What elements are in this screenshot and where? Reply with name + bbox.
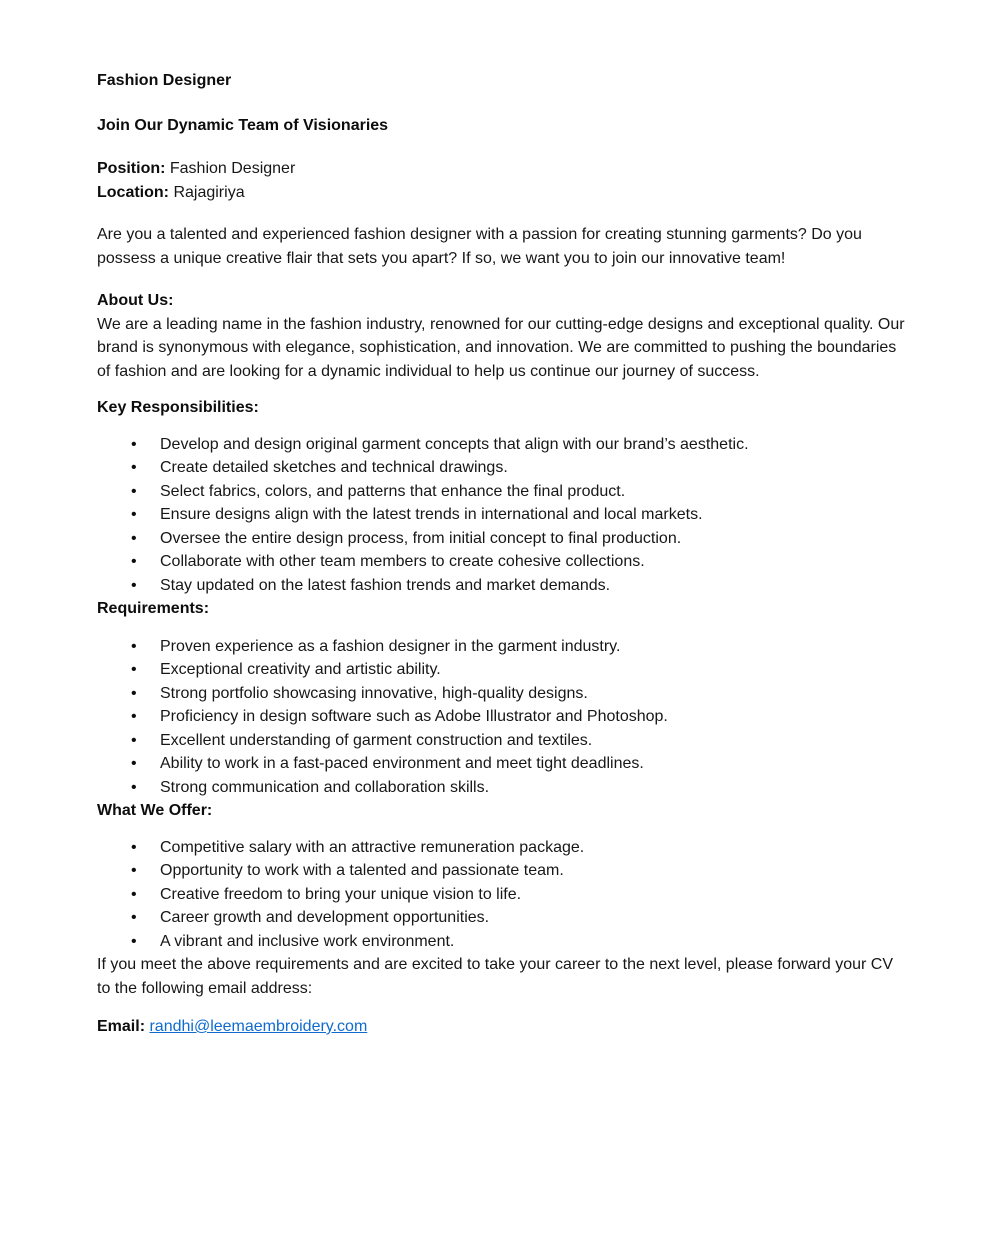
list-item: • Select fabrics, colors, and patterns that enhance the final product. [160, 480, 909, 504]
list-item: • Excellent understanding of garment construction and textiles. [160, 729, 909, 753]
list-item: • Proven experience as a fashion designer in the garment industry. [160, 635, 909, 659]
responsibilities-heading: Key Responsibilities: [97, 399, 259, 416]
responsibilities-list [97, 433, 909, 598]
position-location-block [97, 157, 909, 204]
about-paragraph: We are a leading name in the fashion industry, renowned for our cutting-edge designs and exceptional quality. Our brand is synonymous with elegance, sophistication, and innovation. We are committed to pushing the boundaries of fashion and are looking for a dynamic individual to help us continue our journey of success. [97, 315, 905, 380]
list-item: • Stay updated on the latest fashion trends and market demands. [160, 574, 909, 598]
offer-heading: What We Offer: [97, 802, 213, 819]
subtitle: Join Our Dynamic Team of Visionaries [97, 116, 389, 134]
list-item: • Creative freedom to bring your unique vision to life. [160, 883, 909, 907]
list-item: • Develop and design original garment concepts that align with our brand’s aesthetic. [160, 433, 909, 457]
list-item: • Proficiency in design software such as Adobe Illustrator and Photoshop. [160, 705, 909, 729]
email-label: Email: [97, 1018, 150, 1035]
email-line [97, 1015, 909, 1039]
about-heading: About Us: [97, 292, 174, 309]
list-item: • Collaborate with other team members to create cohesive collections. [160, 550, 909, 574]
list-item: • Strong communication and collaboration skills. [160, 776, 909, 800]
email-link[interactable]: randhi@leemaembroidery.com [149, 1018, 368, 1035]
location-label: Location: [97, 183, 169, 201]
closing-paragraph: If you meet the above requirements and are excited to take your career to the next level, please forward your CV to the following email address: [97, 956, 893, 997]
offer-list [97, 836, 909, 954]
list-item: • A vibrant and inclusive work environment. [160, 930, 909, 954]
list-item: • Opportunity to work with a talented and passionate team. [160, 859, 909, 883]
list-item: • Strong portfolio showcasing innovative, high-quality designs. [160, 682, 909, 706]
list-item: • Ensure designs align with the latest trends in international and local markets. [160, 503, 909, 527]
location-value: Rajagiriya [169, 183, 245, 201]
list-item: • Career growth and development opportunities. [160, 906, 909, 930]
job-posting-document [97, 69, 909, 1039]
position-value: Fashion Designer [165, 160, 296, 177]
position-label: Position: [97, 160, 166, 177]
intro-paragraph: Are you a talented and experienced fashion designer with a passion for creating stunning garments? Do you possess a unique creative flair that sets you apart? If so, we want you to join our innovative team! [97, 226, 862, 267]
location-line [97, 181, 909, 205]
requirements-list [97, 635, 909, 800]
list-item: • Create detailed sketches and technical drawings. [160, 456, 909, 480]
requirements-heading: Requirements: [97, 600, 210, 617]
position-line [97, 157, 909, 181]
list-item: • Competitive salary with an attractive remuneration package. [160, 836, 909, 860]
list-item: • Oversee the entire design process, from initial concept to final production. [160, 527, 909, 551]
list-item: • Exceptional creativity and artistic ability. [160, 658, 909, 682]
page-title: Fashion Designer [97, 72, 232, 89]
list-item: • Ability to work in a fast-paced environment and meet tight deadlines. [160, 752, 909, 776]
